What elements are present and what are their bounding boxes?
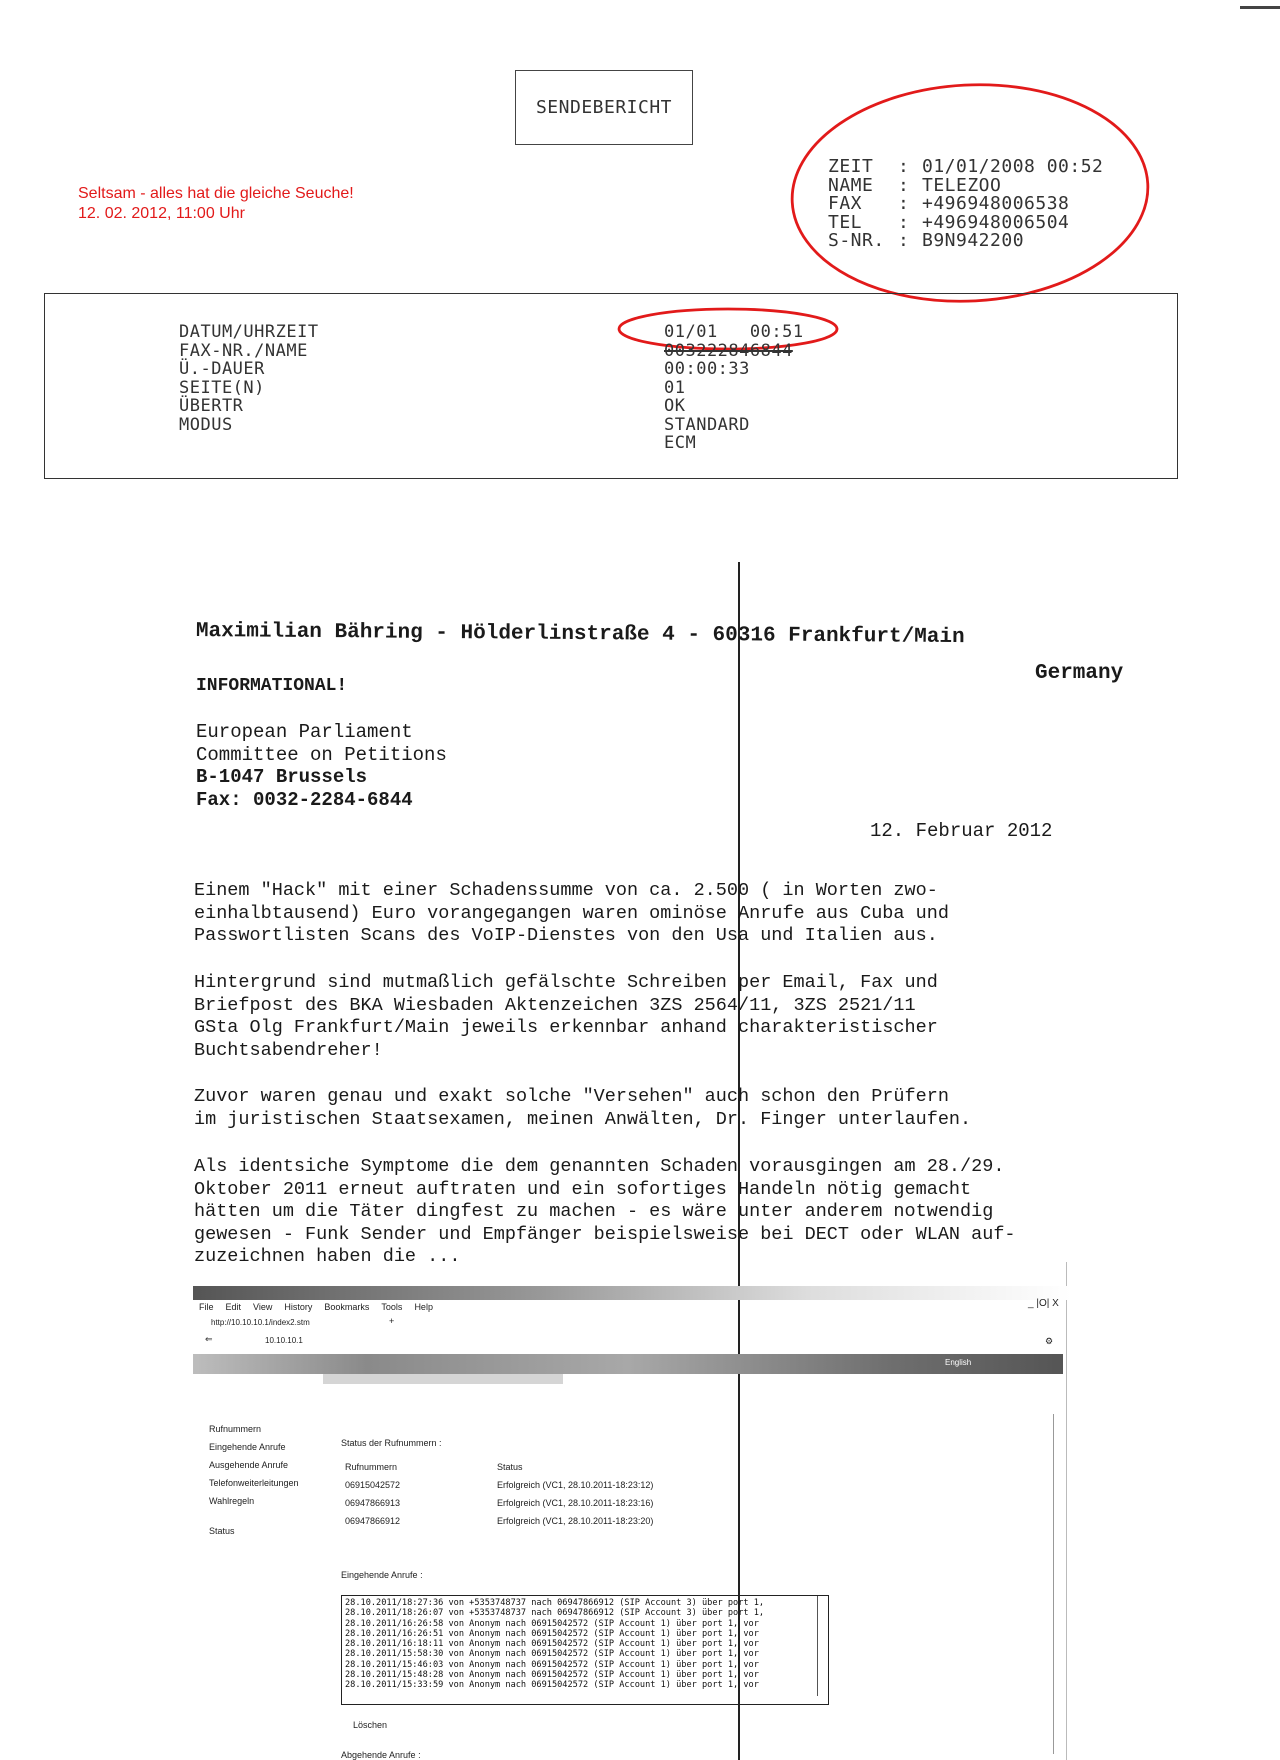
log-line: 28.10.2011/15:33:59 von Anonym nach 06915042572 (SIP Account 1) über port 1, vor bbox=[345, 1680, 759, 1691]
report-label: SEITE(N) bbox=[179, 377, 265, 398]
info-value: TELEZOO bbox=[922, 174, 1002, 196]
url-bar[interactable]: http://10.10.10.1/index2.stm bbox=[211, 1318, 310, 1327]
menu-history[interactable]: History bbox=[284, 1302, 313, 1312]
incoming-log-box bbox=[341, 1595, 829, 1705]
red-circle-sender bbox=[787, 76, 1154, 310]
language-select[interactable]: English bbox=[945, 1358, 972, 1367]
report-labels bbox=[179, 322, 319, 433]
report-value: STANDARD bbox=[664, 414, 750, 435]
log-line: 28.10.2011/18:27:36 von +5353748737 nach 06947866912 (SIP Account 3) über port 1, bbox=[345, 1598, 765, 1608]
report-value: OK bbox=[664, 396, 686, 416]
outgoing-heading: Abgehende Anrufe : bbox=[341, 1750, 421, 1760]
sidebar-item-forwarding[interactable]: Telefonweiterleitungen bbox=[209, 1478, 299, 1488]
recipient-line: B-1047 Brussels bbox=[196, 766, 368, 788]
recipient-line: European Parliament bbox=[196, 721, 413, 743]
header-banner bbox=[193, 1354, 1063, 1374]
log-line: 28.10.2011/16:18:11 von Anonym nach 06915042572 (SIP Account 1) über port 1, vor bbox=[345, 1639, 759, 1650]
info-value: +496948006538 bbox=[922, 193, 1070, 214]
menu-bookmarks[interactable]: Bookmarks bbox=[324, 1302, 370, 1312]
log-line: 28.10.2011/16:26:51 von Anonym nach 06915042572 (SIP Account 1) über port 1, vor bbox=[345, 1628, 759, 1639]
log-line: 28.10.2011/18:26:07 von +5353748737 nach 06947866912 (SIP Account 3) über port 1, bbox=[345, 1608, 765, 1619]
back-arrow-icon[interactable]: ⇐ bbox=[205, 1334, 213, 1344]
table-row-status: Erfolgreich (VC1, 28.10.2011-18:23:16) bbox=[497, 1498, 654, 1508]
log-line: 28.10.2011/16:26:58 von Anonym nach 06915042572 (SIP Account 1) über port 1, vor bbox=[345, 1618, 759, 1629]
letter-subject: INFORMATIONAL! bbox=[196, 676, 348, 696]
report-value: 01/01 00:51 bbox=[664, 322, 804, 342]
recipient-line: Fax: 0032-2284-6844 bbox=[196, 788, 413, 811]
report-title: SENDEBERICHT bbox=[535, 97, 673, 118]
menu-file[interactable]: File bbox=[199, 1302, 214, 1312]
log-line: 28.10.2011/15:46:03 von Anonym nach 06915042572 (SIP Account 1) über port 1, vor bbox=[345, 1659, 759, 1670]
info-label: S-NR. bbox=[828, 230, 885, 251]
report-value-struck: 003222846844 bbox=[664, 340, 793, 361]
col-status-header: Status bbox=[497, 1462, 523, 1472]
table-row-status: Erfolgreich (VC1, 28.10.2011-18:23:20) bbox=[497, 1516, 654, 1526]
report-label: DATUM/UHRZEIT bbox=[179, 322, 319, 342]
sidebar-item-outgoing[interactable]: Ausgehende Anrufe bbox=[209, 1460, 289, 1470]
report-values bbox=[664, 322, 804, 452]
menu-bar bbox=[199, 1302, 433, 1312]
scan-mark-top-right bbox=[1240, 6, 1280, 9]
report-value: ECM bbox=[664, 433, 697, 453]
sidebar-item-status[interactable]: Status bbox=[209, 1526, 235, 1536]
sender-info-colons: : : : : : bbox=[898, 156, 910, 251]
table-row-status: Erfolgreich (VC1, 28.10.2011-18:23:12) bbox=[497, 1480, 654, 1490]
letter-paragraph-2: Hintergrund sind mutmaßlich gefälschte Schreiben per Email, Fax und Briefpost des BKA Wiesbaden Aktenzeichen 3ZS 2564/11, 3ZS 2521/11 GSta Olg Frankfurt/Main jeweils erkennbar anhand charakteristischer Buchtsabendreher! bbox=[194, 972, 938, 1061]
log-scrollbar[interactable] bbox=[817, 1596, 828, 1696]
letter-paragraph-4: Als identsiche Symptome die dem genannten Schaden vorausgingen am 28./29. Oktober 2011 erneut auftraten und ein sofortiges Handeln nötig gemacht hätten um die Täter dingfest zu machen - es wäre unter anderem notwendig gewesen - Funk Sender und Empfänger beispielsweise bei DECT oder WLAN auf- zuzeichnen haben die ... bbox=[194, 1156, 1016, 1267]
router-screenshot bbox=[193, 1286, 1071, 1760]
plus-tab-icon[interactable]: + bbox=[389, 1316, 395, 1326]
menu-edit[interactable]: Edit bbox=[225, 1302, 242, 1312]
note-line-2: 12. 02. 2012, 11:00 Uhr bbox=[78, 205, 245, 222]
menu-view[interactable]: View bbox=[253, 1302, 273, 1312]
window-controls[interactable]: _ |O| X bbox=[1028, 1298, 1059, 1309]
sidebar-item-dialrules[interactable]: Wahlregeln bbox=[209, 1496, 255, 1506]
sidebar-item-rufnummern[interactable]: Rufnummern bbox=[209, 1424, 262, 1434]
titlebar bbox=[193, 1286, 1071, 1300]
letter-sender: Maximilian Bähring - Hölderlinstraße 4 - 60316 Frankfurt/Main bbox=[195, 620, 965, 650]
info-label: ZEIT bbox=[828, 156, 874, 177]
info-value: 01/01/2008 00:52 bbox=[922, 156, 1104, 177]
status-heading: Status der Rufnummern : bbox=[341, 1438, 442, 1448]
table-row-number: 06915042572 bbox=[345, 1480, 401, 1490]
report-label: Ü.-DAUER bbox=[179, 359, 265, 379]
info-label: FAX bbox=[828, 193, 863, 214]
note-line-1: Seltsam - alles hat die gleiche Seuche! bbox=[78, 185, 354, 202]
col-number-header: Rufnummern bbox=[345, 1462, 398, 1472]
info-label: NAME bbox=[828, 174, 874, 196]
log-line: 28.10.2011/15:58:30 von Anonym nach 06915042572 (SIP Account 1) über port 1, vor bbox=[345, 1649, 759, 1660]
incoming-heading: Eingehende Anrufe : bbox=[341, 1570, 423, 1580]
letter-country: Germany bbox=[1035, 662, 1124, 685]
letter-paragraph-3: Zuvor waren genau und exakt solche "Versehen" auch schon den Prüfern im juristischen Staatsexamen, meinen Anwälten, Dr. Finger unterlaufen. bbox=[194, 1086, 972, 1130]
report-label: MODUS bbox=[179, 414, 233, 435]
info-label: TEL bbox=[828, 211, 863, 233]
sidebar bbox=[209, 1420, 299, 1540]
letter-recipient bbox=[196, 721, 447, 811]
address-field[interactable]: 10.10.10.1 bbox=[265, 1336, 303, 1345]
gear-icon[interactable]: ⚙ bbox=[1045, 1336, 1054, 1346]
banner-shadow bbox=[323, 1374, 563, 1384]
log-line: 28.10.2011/15:48:28 von Anonym nach 06915042572 (SIP Account 1) über port 1, vor bbox=[345, 1670, 759, 1681]
page-scrollbar[interactable] bbox=[1053, 1414, 1062, 1754]
report-value: 01 bbox=[664, 377, 686, 398]
report-label: ÜBERTR bbox=[179, 396, 244, 416]
table-row-number: 06947866912 bbox=[345, 1516, 401, 1526]
info-value: B9N942200 bbox=[922, 230, 1025, 251]
sidebar-item-incoming[interactable]: Eingehende Anrufe bbox=[209, 1442, 286, 1452]
letter-paragraph-1: Einem "Hack" mit einer Schadenssumme von ca. 2.500 ( in Worten zwo- einhalbtausend) Euro vorangegangen waren ominöse Anrufe aus Cuba und Passwortlisten Scans des VoIP-Dienstes von den Usa und Italien aus. bbox=[194, 880, 949, 946]
report-label: FAX-NR./NAME bbox=[179, 340, 308, 361]
delete-button[interactable]: Löschen bbox=[353, 1720, 388, 1730]
recipient-line: Committee on Petitions bbox=[196, 743, 447, 766]
report-value: 00:00:33 bbox=[664, 359, 750, 379]
letter-date: 12. Februar 2012 bbox=[870, 820, 1053, 842]
table-row-number: 06947866913 bbox=[345, 1498, 401, 1508]
info-value: +496948006504 bbox=[922, 211, 1070, 233]
menu-tools[interactable]: Tools bbox=[381, 1302, 403, 1312]
menu-help[interactable]: Help bbox=[414, 1302, 433, 1312]
